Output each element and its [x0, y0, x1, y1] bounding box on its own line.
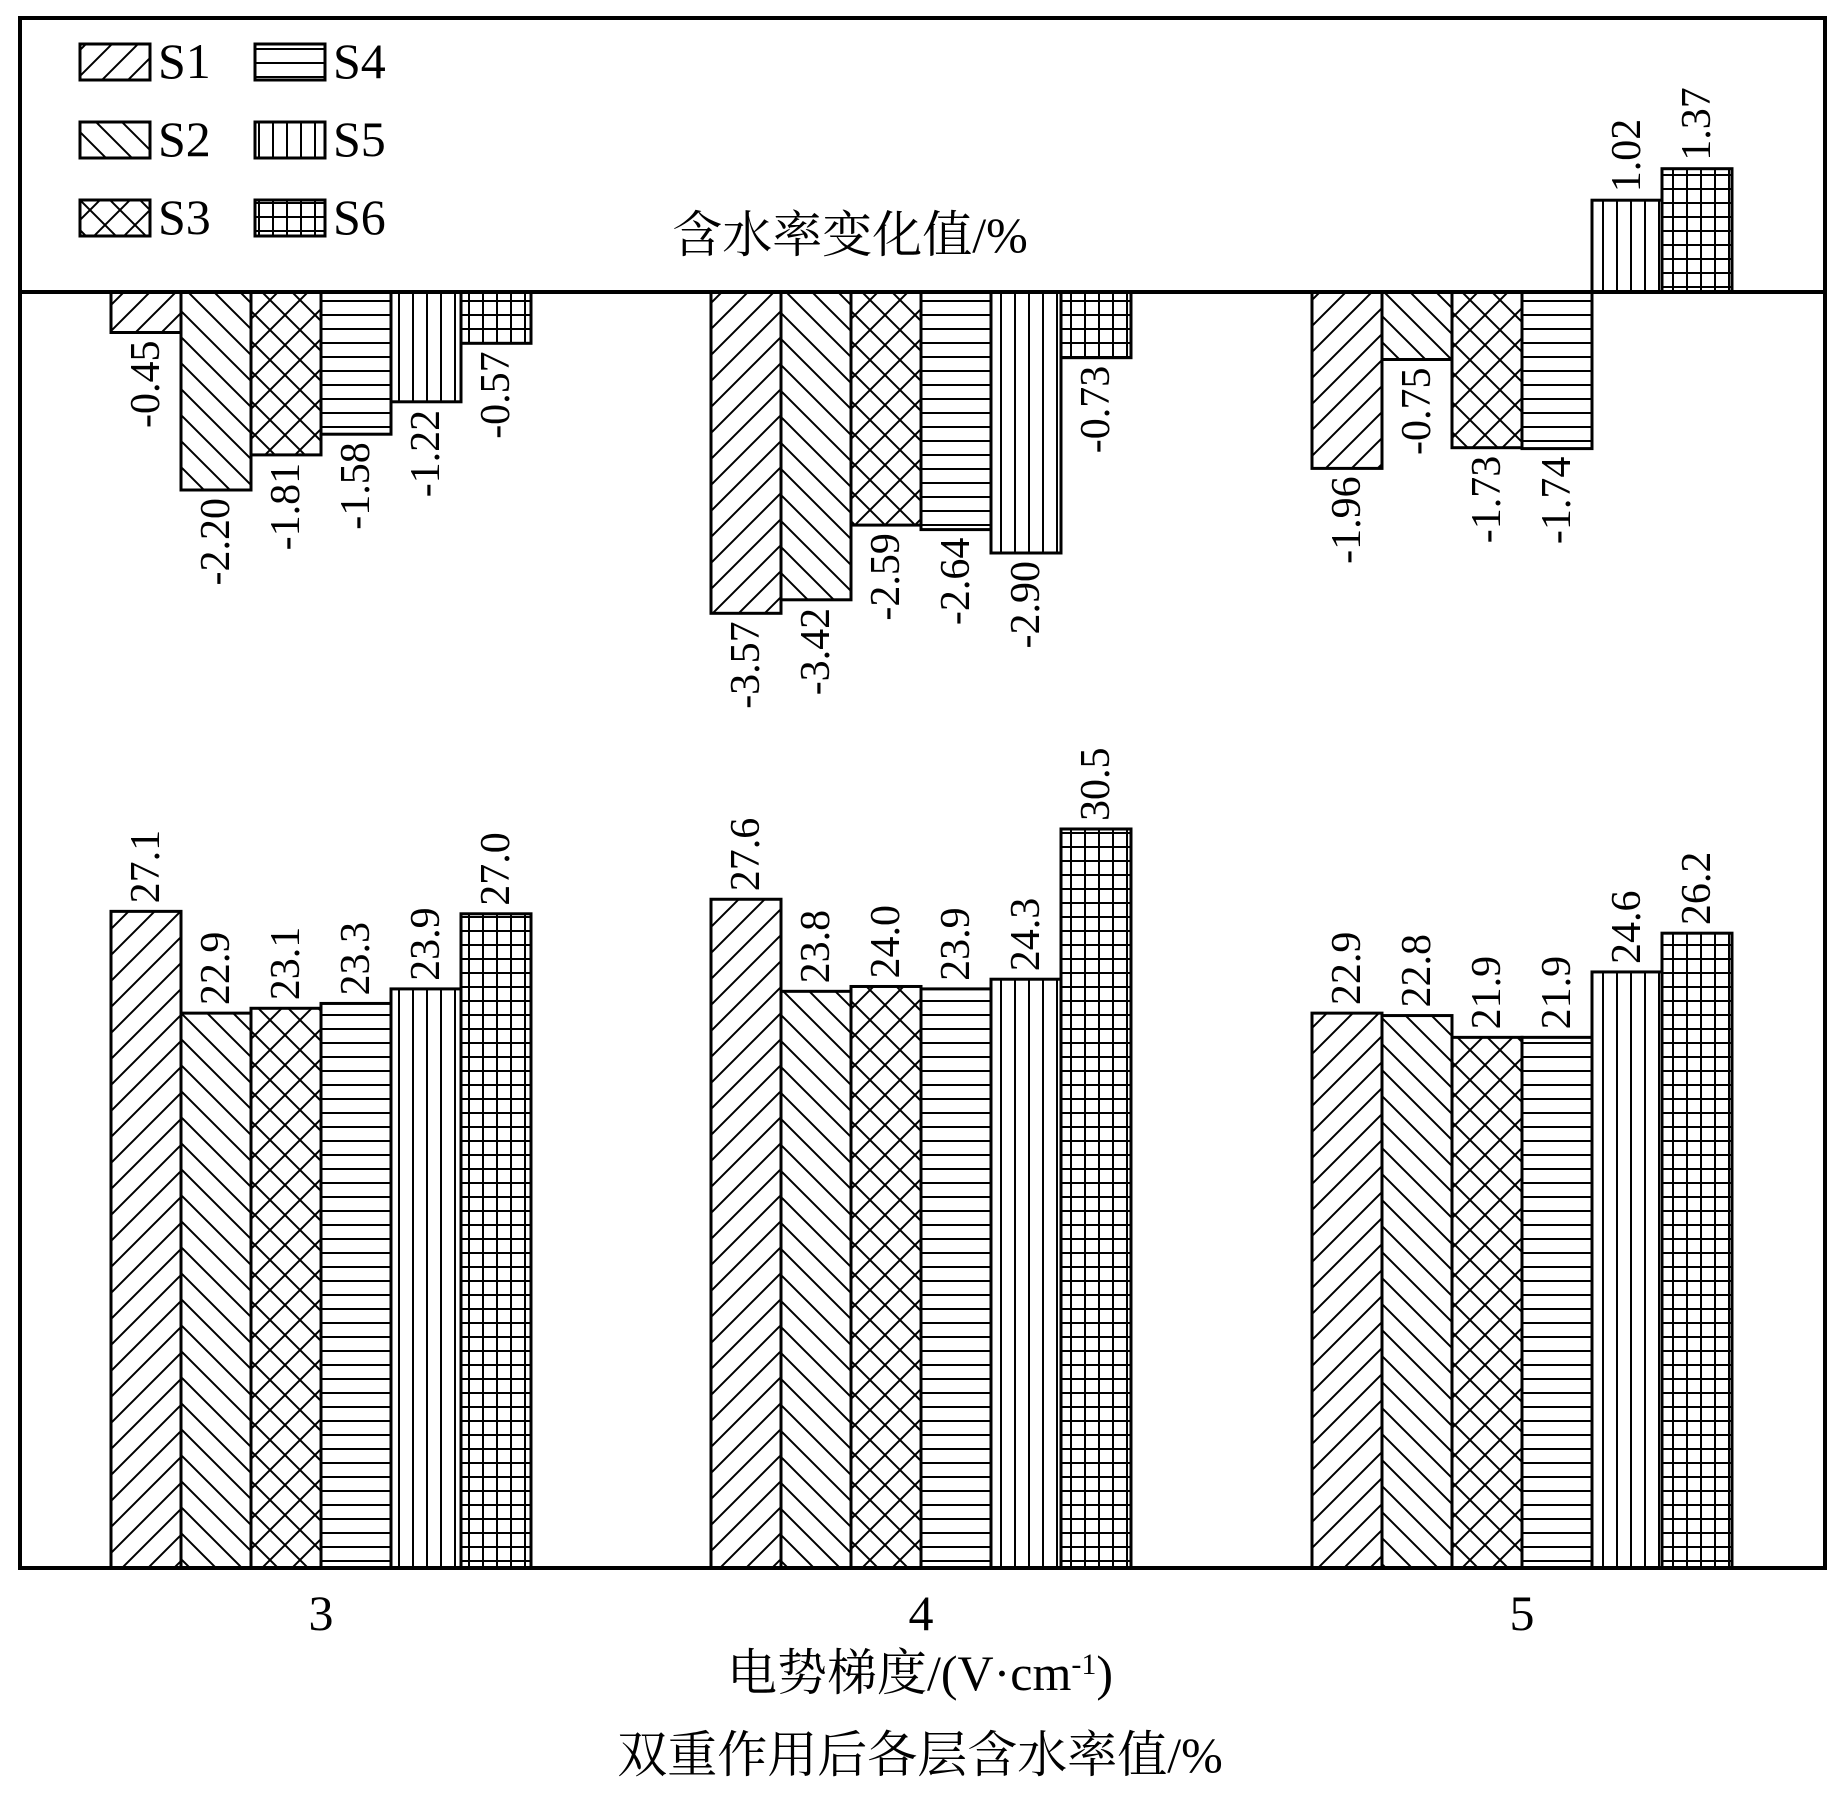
x-tick-5: 5: [1509, 1585, 1535, 1641]
change-label-s4-5: -1.74: [1534, 456, 1580, 545]
change-label-s5-3: -1.22: [403, 409, 449, 498]
change-label-s6-4: -0.73: [1073, 365, 1119, 454]
figure-caption: 双重作用后各层含水率值/%: [617, 1727, 1223, 1783]
change-panel-title: 含水率变化值/%: [672, 207, 1028, 263]
content-label-s5-3: 23.9: [403, 907, 449, 981]
content-label-s2-3: 22.9: [193, 931, 240, 1006]
legend-swatch-s5: [255, 122, 325, 158]
legend-label-s6: S6: [333, 189, 386, 245]
content-label-s3-4: 24.0: [863, 904, 909, 979]
change-bar-s2-5: [1382, 292, 1452, 360]
change-bar-s5-5: [1592, 200, 1662, 292]
change-label-s4-3: -1.58: [333, 442, 379, 530]
content-label-s2-5: 22.8: [1394, 934, 1440, 1008]
content-bar-s3-3: [251, 1008, 321, 1568]
legend-swatch-s4: [255, 44, 325, 80]
content-bar-s3-4: [851, 986, 921, 1568]
change-label-s5-4: -2.90: [1003, 561, 1049, 649]
legend-swatch-s2: [80, 122, 150, 158]
content-bar-s5-5: [1592, 972, 1662, 1568]
content-label-s3-5: 21.9: [1464, 955, 1510, 1030]
change-label-s3-4: -2.59: [863, 533, 909, 621]
change-bar-s6-5: [1662, 169, 1732, 292]
legend-label-s3: S3: [158, 189, 211, 245]
legend-swatch-s6: [255, 200, 325, 236]
content-label-s2-4: 23.8: [793, 909, 839, 984]
content-label-s4-5: 21.9: [1534, 955, 1580, 1030]
content-label-s1-3: 27.1: [123, 829, 169, 904]
content-label-s1-4: 27.6: [723, 817, 769, 892]
change-label-s2-5: -0.75: [1394, 367, 1440, 455]
change-bar-s2-4: [781, 292, 851, 600]
change-label-s6-5: 1.37: [1674, 87, 1720, 161]
content-bar-s6-4: [1061, 829, 1131, 1568]
change-bar-s3-4: [851, 292, 921, 525]
content-label-s4-3: 23.3: [333, 921, 379, 996]
content-bar-s4-4: [921, 989, 991, 1568]
change-bar-s4-4: [921, 292, 991, 530]
legend: [80, 33, 386, 245]
x-tick-4: 4: [908, 1585, 934, 1641]
content-label-s4-4: 23.9: [933, 907, 979, 981]
change-label-s6-3: -0.57: [473, 351, 519, 439]
x-tick-labels: [309, 1585, 1535, 1641]
content-bar-s1-3: [111, 911, 181, 1568]
change-bar-s6-3: [461, 292, 531, 343]
content-label-s6-3: 27.0: [473, 832, 519, 906]
x-tick-3: 3: [308, 1585, 334, 1641]
bars-layer: [111, 169, 1732, 1568]
content-label-s5-4: 24.3: [1003, 897, 1049, 972]
content-bar-s2-5: [1382, 1016, 1452, 1568]
change-label-s1-5: -1.96: [1324, 476, 1370, 564]
change-bar-s2-3: [181, 292, 251, 490]
change-label-s3-3: -1.81: [263, 462, 309, 551]
change-bar-s3-5: [1452, 292, 1522, 448]
legend-label-s4: S4: [333, 33, 386, 89]
legend-label-s1: S1: [158, 33, 211, 89]
content-label-s6-4: 30.5: [1073, 747, 1119, 821]
content-bar-s4-5: [1522, 1037, 1592, 1568]
change-label-s5-5: 1.02: [1604, 118, 1650, 193]
change-bar-s4-3: [321, 292, 391, 434]
legend-swatch-s1: [80, 44, 150, 80]
content-bar-s1-5: [1312, 1013, 1382, 1568]
content-bar-s2-4: [781, 991, 851, 1568]
change-bar-s1-4: [711, 292, 781, 613]
content-bar-s1-4: [711, 899, 781, 1568]
change-bar-s1-5: [1312, 292, 1382, 468]
change-bar-s6-4: [1061, 292, 1131, 358]
content-bar-s6-5: [1662, 933, 1732, 1568]
change-label-s4-4: -2.64: [933, 537, 979, 626]
legend-label-s5: S5: [333, 111, 386, 167]
change-bar-s1-3: [111, 292, 181, 333]
change-bar-s5-4: [991, 292, 1061, 553]
x-axis-label: 电势梯度$/(V\cdot cm^{-1})$: [726, 1645, 1114, 1701]
content-bar-s5-4: [991, 979, 1061, 1568]
content-label-s5-5: 24.6: [1604, 890, 1650, 964]
change-bar-s4-5: [1522, 292, 1592, 449]
content-bar-s3-5: [1452, 1037, 1522, 1568]
change-bar-s3-3: [251, 292, 321, 455]
content-bar-s5-3: [391, 989, 461, 1568]
legend-swatch-s3: [80, 200, 150, 236]
content-label-s3-3: 23.1: [263, 926, 309, 1001]
content-bar-s4-3: [321, 1003, 391, 1568]
change-label-s1-3: -0.45: [123, 340, 169, 428]
change-bar-s5-3: [391, 292, 461, 402]
content-label-s1-5: 22.9: [1324, 931, 1370, 1006]
change-label-s2-3: -2.20: [193, 498, 239, 586]
change-label-s1-4: -3.57: [723, 621, 769, 709]
content-bar-s2-3: [181, 1013, 251, 1568]
content-label-s6-5: 26.2: [1674, 851, 1720, 926]
change-label-s3-5: -1.73: [1464, 455, 1510, 544]
content-bar-s6-3: [461, 914, 531, 1568]
legend-label-s2: S2: [158, 111, 211, 167]
change-label-s2-4: -3.42: [793, 607, 839, 696]
